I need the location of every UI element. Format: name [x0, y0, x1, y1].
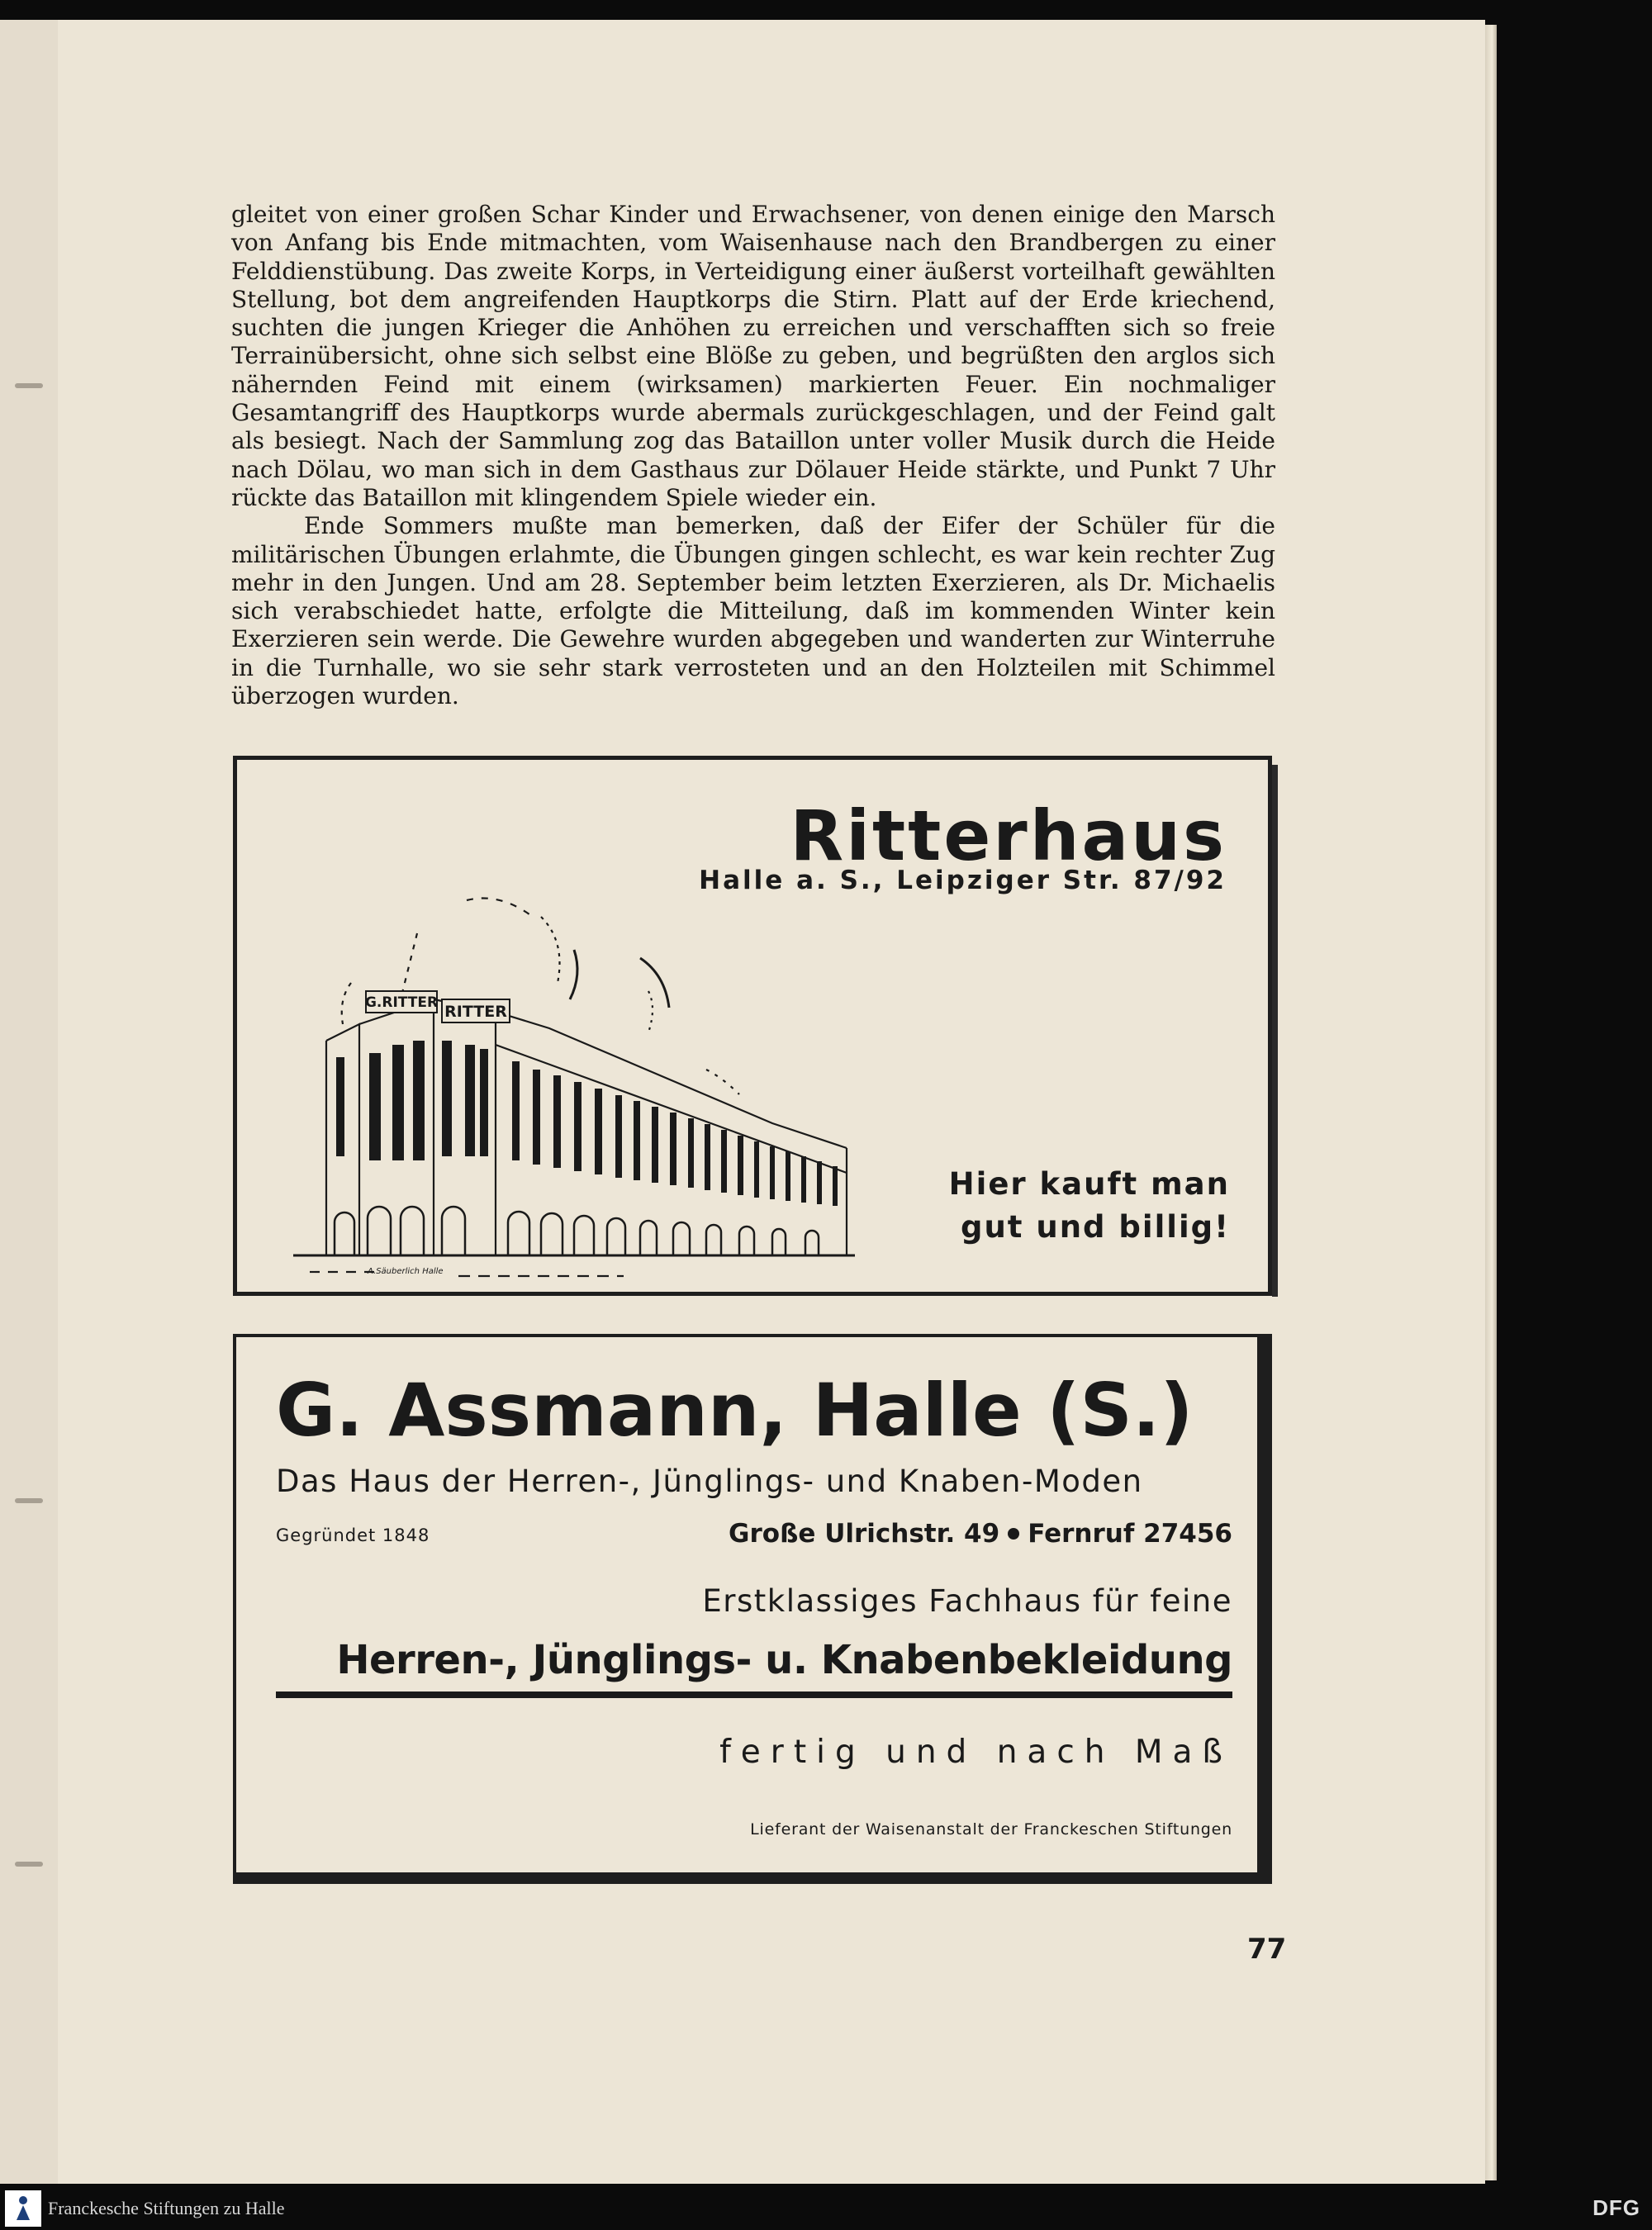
department-store-building-drawing — [277, 867, 938, 1280]
ad-assmann-subtitle: Das Haus der Herren-, Jünglings- und Knaben-Moden — [276, 1464, 1143, 1499]
bullet-dot — [1008, 1528, 1019, 1540]
building-sign-left: G.RITTER — [364, 994, 439, 1011]
page-number: 77 — [1247, 1933, 1287, 1966]
ad-assmann-supplier: Lieferant der Waisenanstalt der Franckeschen Stiftungen — [750, 1820, 1232, 1839]
body-paragraph-1: gleitet von einer großen Schar Kinder und Erwachsener, von denen einige den Marsch von Anfang bis Ende mitmachten, vom Waisenhause nach den Brandbergen zu einer Felddienstübung. Das zweite Korps, in Verteidigung einer äußerst vorteilhaft gewählten Stellung, bot dem angreifenden Hauptkorps die Stirn. Platt auf der Erde kriechend, suchten die jungen Krieger die Anhöhen zu erreichen und verschafften sich so freie Terrainübersicht, ohne sich selbst eine Blöße zu geben, und begrüßten den arglos sich nähernden Feind mit einem (wirksamen) markierten Feuer. Ein nochmaliger Gesamtangriff des Hauptkorps wurde abermals zurückgeschlagen, und der Feind galt als besiegt. Nach der Sammlung zog das Bataillon unter voller Musik durch die Heide nach Dölau, wo man sich in dem Gasthaus zur Dölauer Heide stärkte, und Punkt 7 Uhr rückte das Bataillon mit klingendem Spiele wieder ein. — [231, 201, 1275, 511]
ad-assmann-phone: Fernruf 27456 — [1028, 1519, 1232, 1549]
artist-signature: A.Säuberlich Halle — [368, 1267, 444, 1276]
ad-ritterhaus — [233, 756, 1272, 1296]
binding-stitch — [15, 383, 43, 388]
binding-stitch — [15, 1498, 43, 1503]
slogan-line-1: Hier kauft man — [948, 1166, 1230, 1202]
footer-institution: Franckesche Stiftungen zu Halle — [48, 2198, 285, 2218]
building-sign-right: RITTER — [444, 1003, 507, 1021]
page-edge-right — [1485, 25, 1497, 2180]
dfg-logo: DFG — [1593, 2195, 1640, 2220]
ad-shadow — [1272, 765, 1278, 1297]
ad-assmann-made-to-measure: fertig und nach Maß — [719, 1734, 1232, 1771]
institution-logo-icon — [5, 2190, 41, 2227]
facing-page-edge — [0, 20, 59, 2184]
ad-assmann-tagline: Erstklassiges Fachhaus für feine — [702, 1583, 1232, 1619]
slogan-line-2: gut und billig! — [960, 1209, 1230, 1245]
ad-ritterhaus-slogan — [949, 1163, 1230, 1249]
ad-assmann-title: G. Assmann, Halle (S.) — [276, 1368, 1194, 1453]
viewer-footer — [0, 2185, 1652, 2230]
ad-assmann-address — [729, 1519, 1232, 1549]
logo-figure-icon — [5, 2190, 41, 2227]
ad-ritterhaus-title: Ritterhaus — [790, 795, 1227, 876]
body-paragraph-2: Ende Sommers mußte man bemerken, daß der Eifer der Schüler für die militärischen Übungen erlahmte, die Übungen gingen schlecht, es war kein rechter Zug mehr in den Jungen. Und am 28. September beim letzten Exerzieren, als Dr. Michaelis sich verabschiedet hatte, erfolgte die Mitteilung, daß im kommenden Winter kein Exerzieren sein werde. Die Gewehre wurden abgegeben und wanderten zur Winterruhe in die Turnhalle, wo sie sehr stark verrosteten und an den Holzteilen mit Schimmel überzogen wurden. — [231, 512, 1275, 710]
ad-assmann — [233, 1334, 1272, 1884]
ad-assmann-street: Große Ulrichstr. 49 — [729, 1519, 1000, 1549]
binding-stitch — [15, 1862, 43, 1867]
ad-assmann-clothing: Herren-, Jünglings- u. Knabenbekleidung — [276, 1637, 1232, 1698]
body-text — [231, 201, 1275, 710]
ad-assmann-founded: Gegründet 1848 — [276, 1525, 430, 1545]
ad-ritterhaus-address: Halle a. S., Leipziger Str. 87/92 — [699, 866, 1227, 895]
